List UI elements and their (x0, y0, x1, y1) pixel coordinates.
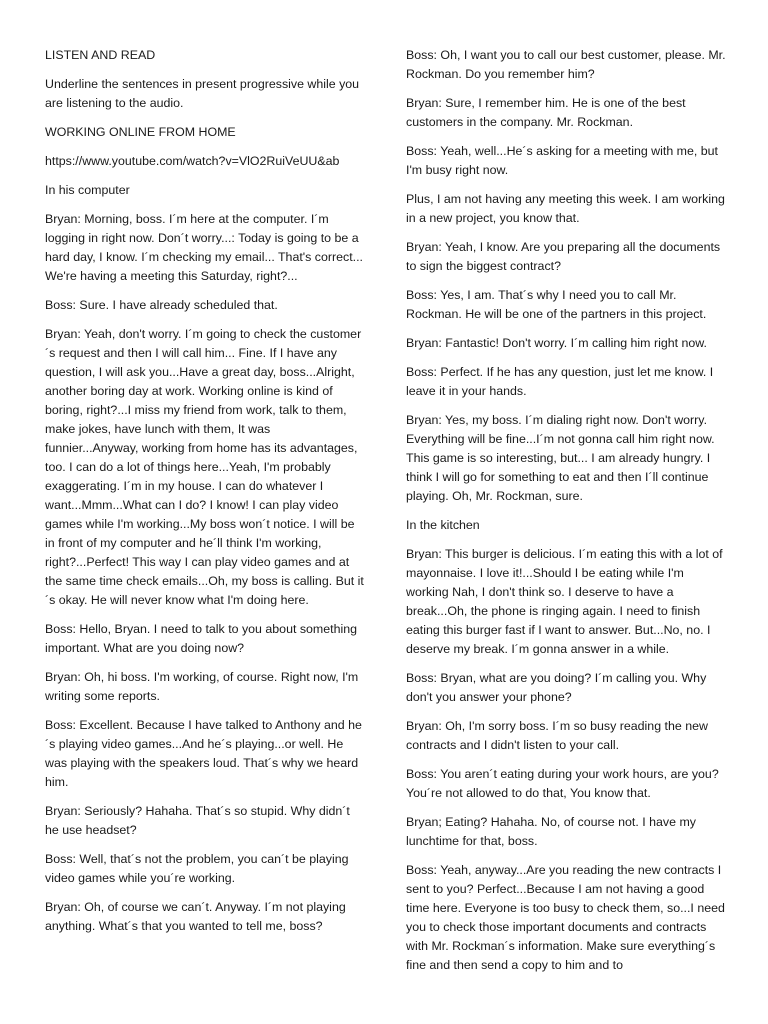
dialogue-paragraph: Bryan: Yeah, don't worry. I´m going to check the customer´s request and then I will call him... Fine. If I have any question, I will ask you...Have a great day, boss...Alright, another boring day at work. Working online is kind of boring, right?...I miss my friend from work, talk to them, make jokes, have lunch with them, It was funnier...Anyway, working from home has its advantages, too. I can do a lot of things here...Yeah, I'm probably exaggerating. I´m in my house. I can do whatever I want...Mmm...What can I do? I know! I can play video games while I'm working...My boss won´t notice. I will be in front of my computer and he´ll think I'm working, right?...Perfect! This way I can play video games and at the same time check emails...Oh, my boss is calling. But it´s okay. He will never know what I'm doing here. (45, 327, 364, 607)
dialogue-paragraph: Bryan: Oh, of course we can´t. Anyway. I´m not playing anything. What´s that you wanted to tell me, boss? (45, 900, 346, 933)
dialogue-paragraph: Boss: Yeah, well...He´s asking for a meeting with me, but I'm busy right now. (406, 144, 718, 177)
dialogue-paragraph: Bryan: Sure, I remember him. He is one of the best customers in the company. Mr. Rockman. (406, 96, 686, 129)
story-title: WORKING ONLINE FROM HOME (45, 125, 236, 139)
dialogue-paragraph: Boss: Hello, Bryan. I need to talk to you about something important. What are you doing now? (45, 622, 358, 655)
dialogue-paragraph: Bryan: Seriously? Hahaha. That´s so stupid. Why didn´t he use headset? (45, 804, 350, 837)
instructions: Underline the sentences in present progressive while you are listening to the audio. (45, 77, 360, 110)
dialogue-paragraph: Bryan: Fantastic! Don't worry. I´m calling him right now. (406, 336, 707, 350)
dialogue-paragraph: Plus, I am not having any meeting this week. I am working in a new project, you know that. (406, 192, 725, 225)
dialogue-paragraph: Boss: Oh, I want you to call our best customer, please. Mr. Rockman. Do you remember him? (406, 48, 726, 81)
section-heading: LISTEN AND READ (45, 48, 156, 62)
dialogue-paragraph: Boss: Yeah, anyway...Are you reading the new contracts I sent to you? Perfect...Because I am not having a good time here. Everyone is too busy to check them, so...I need you to check those important documents and contracts with Mr. Rockman´s information. Make sure everything´s fine and then send a copy to him and to (406, 863, 725, 972)
dialogue-paragraph: Boss: Yes, I am. That´s why I need you to call Mr. Rockman. He will be one of the partners in this project. (406, 288, 707, 321)
dialogue-paragraph: Bryan: Oh, hi boss. I'm working, of course. Right now, I'm writing some reports. (45, 670, 359, 703)
scene-heading: In his computer (45, 183, 130, 197)
scene-heading: In the kitchen (406, 518, 480, 532)
right-column (406, 46, 728, 985)
dialogue-paragraph: Bryan: Morning, boss. I´m here at the computer. I´m logging in right now. Don´t worry...: Today is going to be a hard day, I know. I´m checking my email... That's correct... We're having a meeting this Saturday, right?... (45, 212, 363, 283)
dialogue-paragraph: Boss: Perfect. If he has any question, just let me know. I leave it in your hands. (406, 365, 714, 398)
dialogue-paragraph: Boss: Well, that´s not the problem, you can´t be playing video games while you´re working. (45, 852, 349, 885)
dialogue-paragraph: Bryan: This burger is delicious. I´m eating this with a lot of mayonnaise. I love it!...Should I be eating while I'm working Nah, I don't think so. I deserve to have a break...Oh, the phone is ringing again. I need to finish eating this burger fast if I want to answer. But...No, no. I deserve my break. I´m gonna answer in a while. (406, 547, 723, 656)
left-column (45, 46, 367, 946)
dialogue-paragraph: Bryan: Yes, my boss. I´m dialing right now. Don't worry. Everything will be fine...I´m not gonna call him right now. This game is so interesting, but... I am already hungry. I think I will go for something to eat and then I´ll continue playing. Oh, Mr. Rockman, sure. (406, 413, 715, 503)
video-url: https://www.youtube.com/watch?v=VlO2RuiVeUU&ab (45, 154, 340, 168)
dialogue-paragraph: Bryan: Oh, I'm sorry boss. I´m so busy reading the new contracts and I didn't listen to your call. (406, 719, 708, 752)
dialogue-paragraph: Boss: You aren´t eating during your work hours, are you? You´re not allowed to do that, You know that. (406, 767, 719, 800)
dialogue-paragraph: Bryan; Eating? Hahaha. No, of course not. I have my lunchtime for that, boss. (406, 815, 696, 848)
dialogue-paragraph: Boss: Sure. I have already scheduled that. (45, 298, 278, 312)
dialogue-paragraph: Bryan: Yeah, I know. Are you preparing all the documents to sign the biggest contract? (406, 240, 721, 273)
dialogue-paragraph: Boss: Bryan, what are you doing? I´m calling you. Why don't you answer your phone? (406, 671, 707, 704)
dialogue-paragraph: Boss: Excellent. Because I have talked to Anthony and he´s playing video games...And he´s playing...or well. He was playing with the speakers loud. That´s why we heard him. (45, 718, 362, 789)
